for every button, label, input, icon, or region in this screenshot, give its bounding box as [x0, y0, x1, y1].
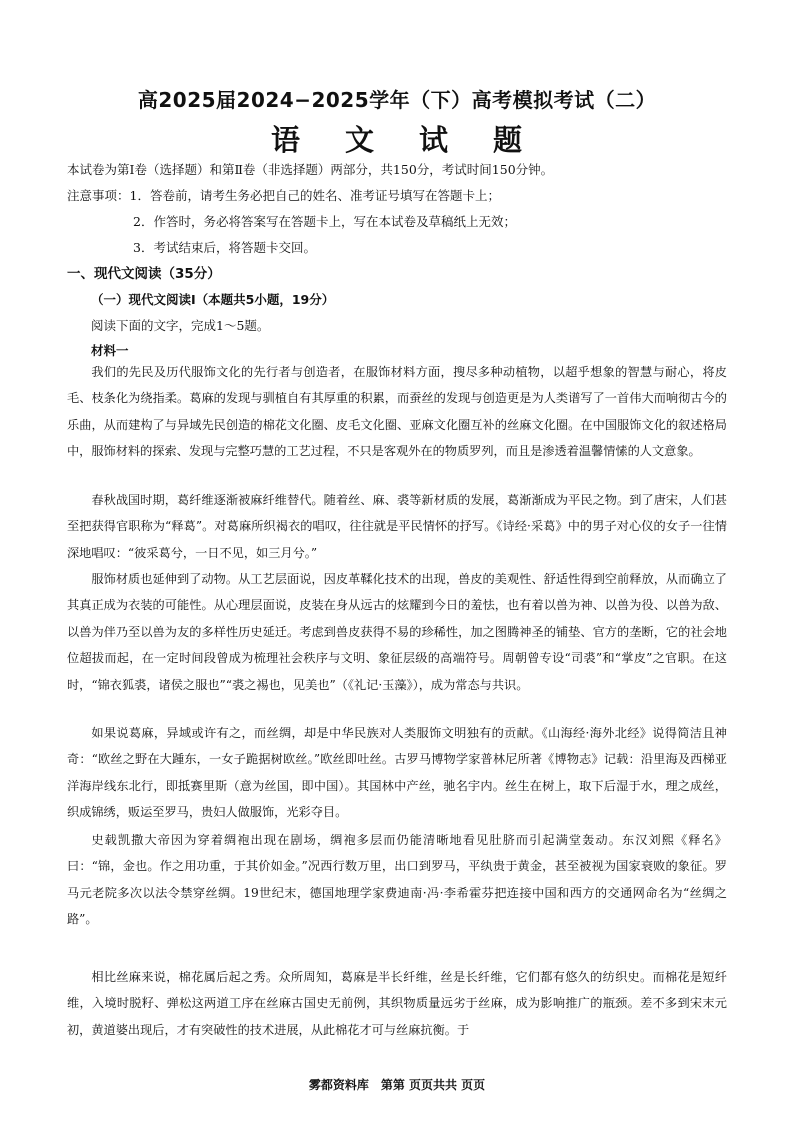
notice-item: 注意事项：1．答卷前，请考生务必把自己的姓名、准考证号填写在答题卡上；	[67, 188, 500, 203]
reading-instruction: 阅读下面的文字，完成1～5题。	[91, 318, 270, 333]
material-label: 材料一	[91, 343, 129, 358]
section-heading: 一、现代文阅读（35分）	[67, 266, 221, 282]
subsection-heading: （一）现代文阅读Ⅰ（本题共5小题，19分）	[91, 292, 335, 307]
subject-title-char: 文	[344, 123, 375, 157]
article-paragraph: 春秋战国时期，葛纤维逐渐被麻纤维替代。随着丝、麻、裘等新材质的发展，葛渐渐成为平民之物。到了唐宋，人们甚至把获得官职称为“释葛”。对葛麻所织褐衣的唱叹，往往就是平民情怀的抒写。《诗经·采葛》中的男子对心仪的女子一往情深地唱叹：“彼采葛兮，一日不见，如三月兮。”	[67, 493, 727, 560]
exam-title: 高2025届2024−2025学年（下）高考模拟考试（二）	[137, 88, 657, 112]
subject-title-char: 试	[419, 123, 450, 157]
subject-title	[0, 118, 794, 159]
notice-item: 3．考试结束后，将答题卡交回。	[133, 240, 316, 255]
article-paragraph: 相比丝麻来说，棉花属后起之秀。众所周知，葛麻是半长纤维，丝是长纤维，它们都有悠久的纺织史。而棉花是短纤维，入境时脱籽、弹松这两道工序在丝麻古国史无前例，其织物质量远劣于丝麻，成为影响推广的瓶颈。差不多到宋末元初，黄道婆出现后，才有突破性的技术进展，从此棉花才可与丝麻抗衡。于	[67, 970, 727, 1037]
page-footer: 雾都资料库 第第 页页共共 页页	[308, 1078, 486, 1092]
exam-intro: 本试卷为第Ⅰ卷（选择题）和第Ⅱ卷（非选择题）两部分，共150分，考试时间150分钟。	[67, 162, 554, 177]
article-paragraph: 我们的先民及历代服饰文化的先行者与创造者，在服饰材料方面，搜尽多种动植物，以超乎想象的智慧与耐心，将皮毛、枝条化为绕指柔。葛麻的发现与驯植自有其厚重的积累，而蚕丝的发现与创造更是为人类谱写了一首伟大而响彻古今的乐曲，从而建构了与异域先民创造的棉花文化圈、皮毛文化圈、亚麻文化圈互补的丝麻文化圈。在中国服饰文化的叙述格局中，服饰材料的探索、发现与完整巧慧的工艺过程，不只是客观外在的物质罗列，而且是渗透着温馨情愫的人文意象。	[67, 365, 727, 459]
subject-title-char: 语	[270, 123, 301, 157]
article-paragraph: 服饰材质也延伸到了动物。从工艺层面说，因皮革鞣化技术的出现，兽皮的美观性、舒适性得到空前释放，从而确立了其真正成为衣装的可能性。从心理层面说，皮装在身从远古的炫耀到今日的羞怯，也有着以兽为神、以兽为役、以兽为敌、以兽为伴乃至以兽为友的多样性历史延迁。考虑到兽皮获得不易的珍稀性，加之图腾神圣的铺垫、官方的垄断，它的社会地位超拔而起，在一定时间段曾成为梳理社会秩序与文明、象征层级的高端符号。周朝曾专设“司裘”和“掌皮”之官职。在这时，“锦衣狐裘，诸侯之服也”“裘之裼也，见美也”（《礼记·玉藻》），成为常态与共识。	[67, 572, 727, 692]
article-paragraph: 史载凯撒大帝因为穿着绸袍出现在剧场，绸袍多层而仍能清晰地看见肚脐而引起满堂轰动。东汉刘熙《释名》曰：“锦，金也。作之用功重，于其价如金。”况西行数万里，出口到罗马，平纨贵于黄金，甚至被视为国家衰败的象征。罗马元老院多次以法令禁穿丝绸。19世纪末，德国地理学家费迪南·冯·李希霍芬把连接中国和西方的交通网命名为“丝绸之路”。	[67, 833, 727, 927]
notice-item: 2．作答时，务必将答案写在答题卡上，写在本试卷及草稿纸上无效；	[133, 214, 516, 229]
subject-title-char: 题	[493, 123, 524, 157]
article-paragraph: 如果说葛麻，异域或许有之，而丝绸，却是中华民族对人类服饰文明独有的贡献。《山海经·海外北经》说得简洁且神奇：“欧丝之野在大踵东，一女子跪据树欧丝。”欧丝即吐丝。古罗马博物学家普林尼所著《博物志》记载：沿里海及西梯亚洋海岸线东北行，即抵赛里斯（意为丝国，即中国）。其国林中产丝，驰名宇内。丝生在树上，取下后湿于水，理之成丝，织成锦绣，贩运至罗马，贵妇人做服饰，光彩夺目。	[67, 726, 727, 820]
